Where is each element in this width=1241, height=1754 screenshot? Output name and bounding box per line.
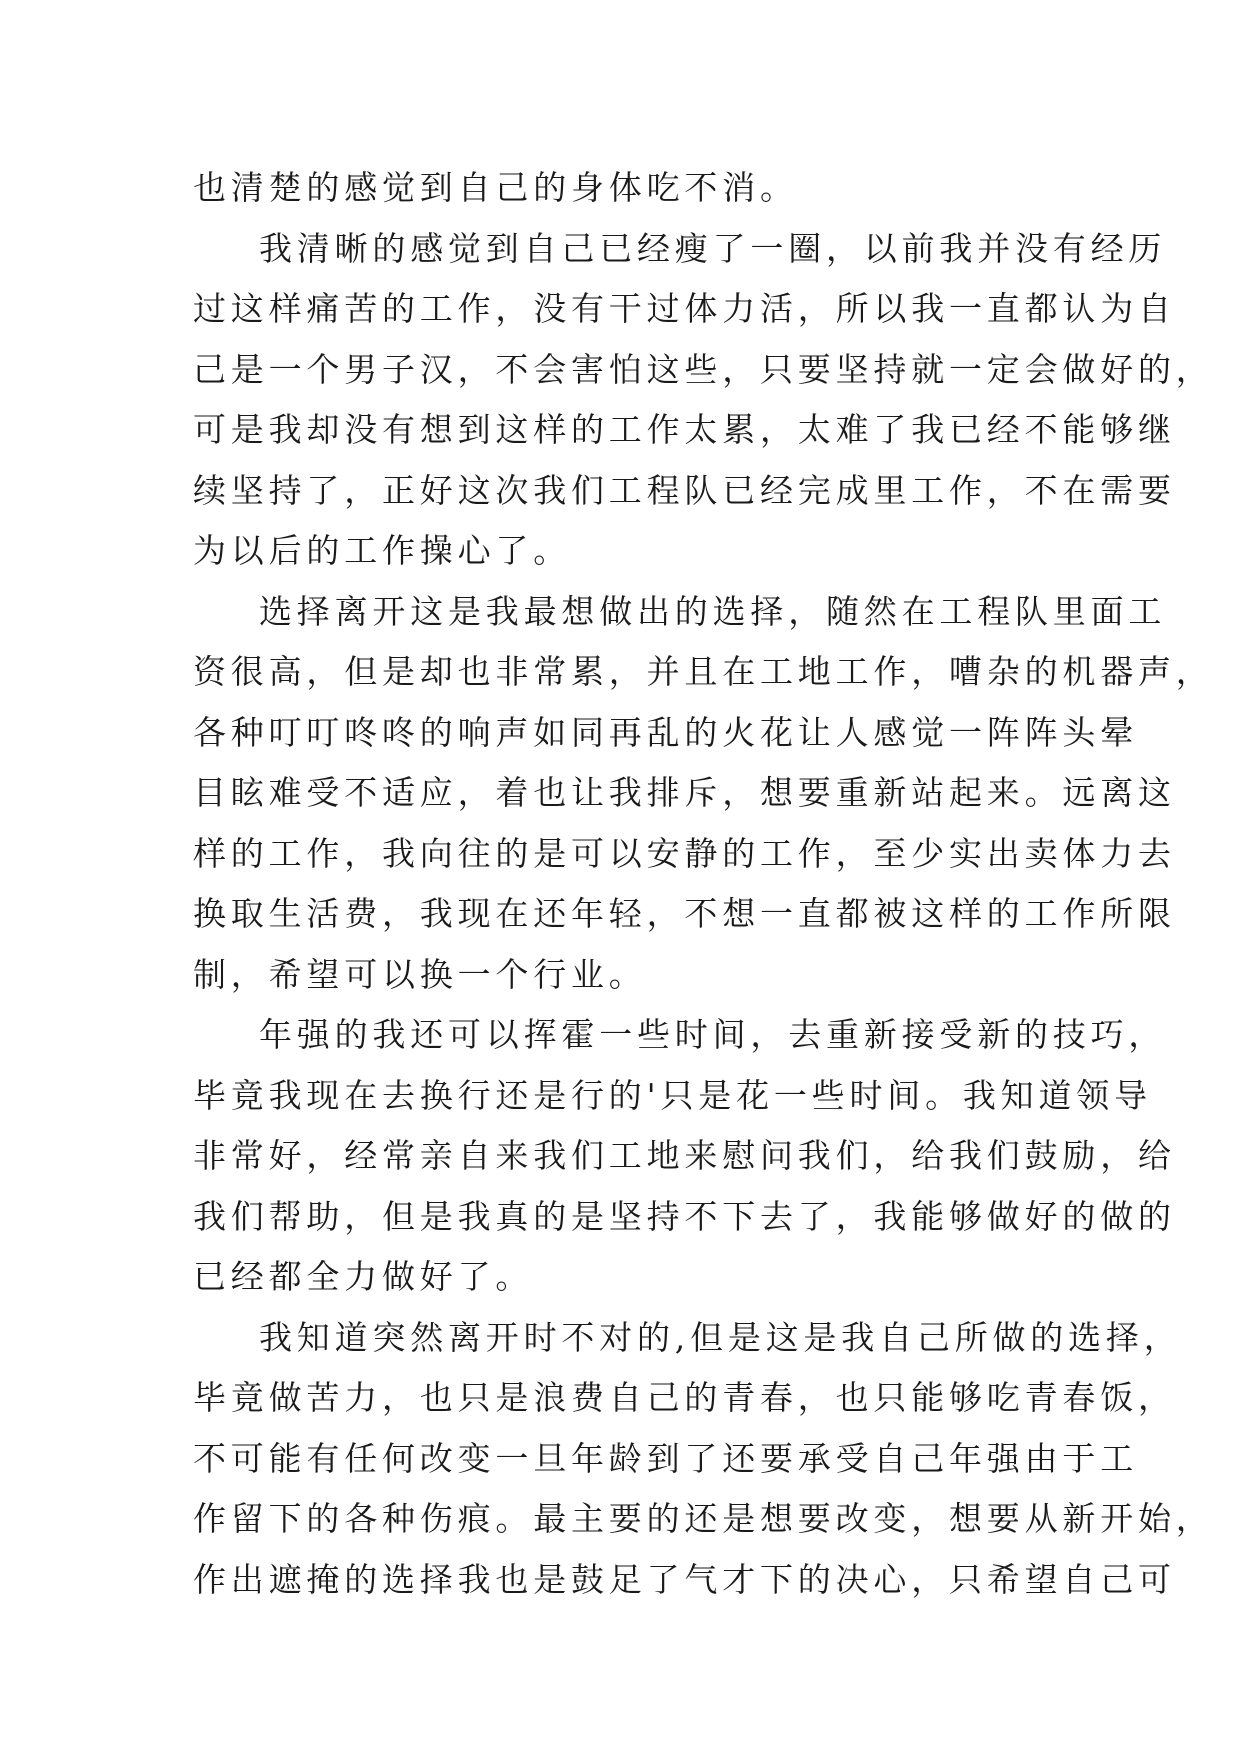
text-line: 目眩难受不适应，着也让我排斥，想要重新站起来。远离这 bbox=[193, 773, 1176, 812]
text-line: 不可能有任何改变一旦年龄到了还要承受自己年强由于工 bbox=[193, 1438, 1138, 1478]
text-line: 已经都全力做好了。 bbox=[193, 1257, 534, 1296]
text-line: 毕竟我现在去换行还是行的'只是花一些时间。我知道领导 bbox=[193, 1075, 1152, 1115]
text-line: 己是一个男子汉，不会害怕这些，只要坚持就一定会做好的， bbox=[193, 349, 1214, 389]
text-line: 续坚持了，正好这次我们工程队已经完成里工作，不在需要 bbox=[193, 470, 1176, 510]
text-line: 我知道突然离开时不对的,但是这是我自己所做的选择， bbox=[259, 1317, 1182, 1357]
text-line: 过这样痛苦的工作，没有干过体力活，所以我一直都认为自 bbox=[193, 289, 1176, 328]
document-body bbox=[193, 158, 1214, 1610]
text-line: 选择离开这是我最想做出的选择，随然在工程队里面工 bbox=[259, 591, 1167, 631]
text-line: 作留下的各种伤痕。最主要的还是想要改变，想要从新开始， bbox=[193, 1499, 1214, 1538]
text-line: 我清晰的感觉到自己已经瘦了一圈，以前我并没有经历 bbox=[259, 228, 1167, 268]
text-line: 资很高，但是却也非常累，并且在工地工作，嘈杂的机器声， bbox=[193, 652, 1214, 691]
text-line: 非常好，经常亲自来我们工地来慰问我们，给我们鼓励，给 bbox=[193, 1136, 1176, 1175]
text-line: 也清楚的感觉到自己的身体吃不消。 bbox=[193, 168, 798, 207]
text-line: 可是我却没有想到这样的工作太累，太难了我已经不能够继 bbox=[193, 410, 1176, 449]
text-line: 制，希望可以换一个行业。 bbox=[193, 954, 647, 994]
text-line: 年强的我还可以挥霍一些时间，去重新接受新的技巧， bbox=[259, 1015, 1167, 1054]
text-line: 样的工作，我向往的是可以安静的工作，至少实出卖体力去 bbox=[193, 833, 1176, 873]
text-line: 毕竟做苦力，也只是浪费自己的青春，也只能够吃青春饭， bbox=[193, 1378, 1176, 1417]
text-line: 换取生活费，我现在还年轻，不想一直都被这样的工作所限 bbox=[193, 894, 1176, 933]
text-line: 作出遮掩的选择我也是鼓足了气才下的决心，只希望自己可 bbox=[193, 1559, 1176, 1599]
text-line: 各种叮叮咚咚的响声如同再乱的火花让人感觉一阵阵头晕 bbox=[193, 712, 1138, 752]
text-line: 我们帮助，但是我真的是坚持不下去了，我能够做好的做的 bbox=[193, 1196, 1176, 1236]
text-line: 为以后的工作操心了。 bbox=[193, 531, 571, 570]
